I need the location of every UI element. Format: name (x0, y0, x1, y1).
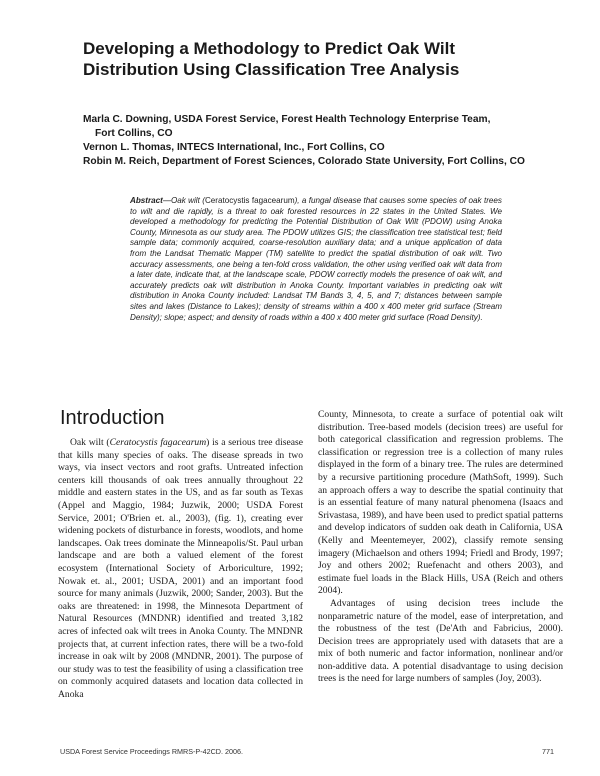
species-name: Ceratocystis fagacearum (109, 437, 207, 448)
body-paragraph (58, 437, 303, 701)
body-text: Oak wilt ( (70, 437, 110, 448)
author-line: Robin M. Reich, Department of Forest Sciences, Colorado State University, Fort Collins, CO (83, 156, 525, 167)
abstract-dash: — (162, 196, 171, 205)
body-paragraph: County, Minnesota, to create a surface of potential oak wilt distribution. Tree-based models (decision trees) are useful for both categorical classification and regression problems. The classification or regression tree is a collection of many rules displayed in the form of a binary tree. The rules are determined by a recursive partitioning procedure (MathSoft, 1999). Such an approach offers a way to describe the spatial continuity that is an essential feature of many natural phenomena (Isaacs and Srivastasa, 1989), and have been used to predict spatial patterns and develop indicators of sudden oak death in California, USA (Kelly and Meentemeyer, 2002), classify remote sensing imagery (Michaelson and others 1994; Friedl and Brody, 1997; Joy and others 2002; Ruefenacht and others 2003), and estimate fuel loads in the Black Hills, USA (Reich and others 2004). (318, 409, 563, 597)
paper-title: Developing a Methodology to Predict Oak Wilt Distribution Using Classification Tree Analysis (83, 39, 460, 79)
author-line: Marla C. Downing, USDA Forest Service, Forest Health Technology Enterprise Team, (83, 114, 491, 125)
section-heading-introduction: Introduction (60, 407, 165, 429)
abstract-species: Ceratocystis fagacearum (204, 196, 295, 205)
footer-citation: USDA Forest Service Proceedings RMRS-P-42CD. 2006. (60, 747, 243, 756)
abstract-text: ), a fungal disease that causes some species of oak trees to wilt and die rapidly, is a threat to oak forested resources in 22 states in the United States. We developed a methodology for predicting the Potential Distribution of Oak Wilt (PDOW) using Anoka County, Minnesota as our study area. The PDOW utilizes GIS; the classification tree statistical test; field sample data; commonly acquired, coarse-resolution auxiliary data; and a unique application of data from the Landsat Thematic Mapper (TM) satellite to predict the spatial distribution of oak wilt. Two accuracy assessments, one being a ten-fold cross validation, the other using verified oak wilt data from a later date, indicate that, at the landscape scale, PDOW correctly models the presence of oak wilt, and accurately predicts oak wilt distribution in Anoka County. Important variables in predicting oak wilt distribution in Anoka County included: Landsat TM Bands 3, 4, 5, and 7; distances between sample sites and lakes (Distance to Lakes); density of streams within a 400 x 400 meter grid surface (Stream Density); slope; aspect; and density of roads within a 400 x 400 meter grid surface (Road Density). (130, 196, 502, 322)
body-text: ) is a serious tree disease that kills many species of oaks. The disease spreads in two ways, via insect vectors and root grafts. Untreated infection centers kill thousands of oak trees annually throughout 22 middle and eastern states in the US, and as far south as Texas (Appel and Maggio, 1984; Juzwik, 2000; USDA Forest Service, 2001; O'Brien et. al., 2003), (fig. 1), creating ever widening pockets of disturbance in forests, woodlots, and home landscapes. Oak trees dominate the Minneapolis/St. Paul urban landscape and are both a valued element of the forest ecosystem (International Society of Arboriculture, 1992; Nowak et. al., 2001; USDA, 2001) and an important food source for many animals (Juzwik, 2000; Sander, 2003). But the oaks are threatened: in 1998, the Minnesota Department of Natural Resources (MNDNR) identified and treated 3,182 acres of infected oak wilt trees in Anoka County. The MNDNR projects that, at current infection rates, there will be a two-fold increase in oak wilt by 2008 (MNDNR, 2001). The purpose of our study was to test the feasibility of using a classification tree on commonly acquired datasets and location data collected in Anoka (58, 437, 303, 700)
abstract-text: Oak wilt ( (170, 196, 205, 205)
page-number: 771 (542, 747, 554, 756)
author-list (83, 113, 563, 169)
body-paragraph: Advantages of using decision trees include the nonparametric nature of the model, ease of interpretation, and the robustness of the test (De'Ath and Fabricius, 2000). Decision trees are appropriately used with datasets that are a mix of both numeric and factor information, nonlinear and/or non-additive data. A potential disadvantage to using decision trees is the need for large numbers of samples (Joy, 2003). (318, 597, 563, 685)
right-column (318, 409, 563, 686)
author-line: Vernon L. Thomas, INTECS International, Inc., Fort Collins, CO (83, 142, 385, 153)
abstract (130, 196, 502, 323)
abstract-label: Abstract (130, 196, 163, 205)
author-line: Fort Collins, CO (95, 128, 173, 139)
left-column (58, 437, 303, 701)
